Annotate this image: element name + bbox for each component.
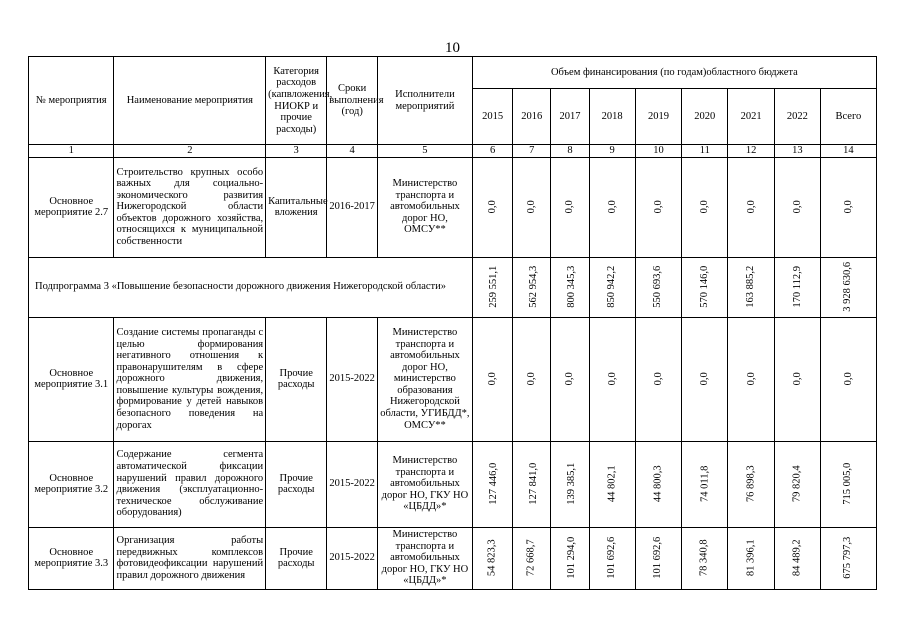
header-funding: Объем финансирования (по годам)областного бюджета [472, 57, 876, 89]
value-cell: 0,0 [728, 157, 775, 257]
value-cell-total: 0,0 [820, 157, 876, 257]
activity-term: 2015-2022 [327, 441, 378, 527]
value-cell: 0,0 [472, 157, 513, 257]
value-cell: 0,0 [589, 157, 635, 257]
value-cell: 139 385,1 [551, 441, 590, 527]
value-cell: 127 841,0 [513, 441, 551, 527]
value-cell-total: 0,0 [820, 317, 876, 441]
year-header: 2017 [551, 89, 590, 145]
value-cell: 550 693,6 [635, 257, 682, 317]
value-cell: 74 011,8 [682, 441, 728, 527]
column-number: 5 [378, 145, 473, 158]
column-number: 9 [589, 145, 635, 158]
value-cell: 0,0 [682, 317, 728, 441]
value-cell: 562 954,3 [513, 257, 551, 317]
year-header: 2020 [682, 89, 728, 145]
activity-executor: Министерство транспорта и автомобильных дорог НО, министерство образования Нижегородской области, УГИБДД*, ОМСУ** [378, 317, 473, 441]
year-header: 2019 [635, 89, 682, 145]
header-col-category: Категория расходов (капвложения, НИОКР и прочие расходы) [266, 57, 327, 145]
column-number: 8 [551, 145, 590, 158]
activity-id: Основное мероприятие 3.3 [29, 527, 114, 589]
page-number: 10 [445, 40, 460, 56]
activity-id: Основное мероприятие 2.7 [29, 157, 114, 257]
value-cell: 570 146,0 [682, 257, 728, 317]
value-cell: 78 340,8 [682, 527, 728, 589]
column-number: 7 [513, 145, 551, 158]
activity-category: Прочие расходы [266, 317, 327, 441]
value-cell: 0,0 [472, 317, 513, 441]
activity-name: Создание системы пропаганды с целью формирования негативного отношения к правонарушителям в сфере дорожного движения, повышение культуры вождения, формирование у детей навыков безопасного поведения на дорогах [114, 317, 266, 441]
header-col-term: Сроки выполнения (год) [327, 57, 378, 145]
activity-name: Содержание сегмента автоматической фиксации нарушений правил дорожного движения (эксплуатационно-техническое обслуживание оборудования) [114, 441, 266, 527]
value-cell: 0,0 [682, 157, 728, 257]
value-cell-total: 675 797,3 [820, 527, 876, 589]
activity-name: Строительство крупных особо важных для социально-экономического развития Нижегородской области объектов дорожного хозяйства, относящихся к муниципальной собственности [114, 157, 266, 257]
column-number: 4 [327, 145, 378, 158]
value-cell: 79 820,4 [775, 441, 821, 527]
column-number: 12 [728, 145, 775, 158]
value-cell: 101 294,0 [551, 527, 590, 589]
value-cell: 163 885,2 [728, 257, 775, 317]
column-number: 2 [114, 145, 266, 158]
header-col-number: № мероприятия [29, 57, 114, 145]
table-row [29, 157, 877, 257]
value-cell: 101 692,6 [635, 527, 682, 589]
header-col-name: Наименование мероприятия [114, 57, 266, 145]
value-cell: 54 823,3 [472, 527, 513, 589]
value-cell: 0,0 [635, 317, 682, 441]
table-row [29, 317, 877, 441]
column-number: 11 [682, 145, 728, 158]
table-row [29, 441, 877, 527]
value-cell: 44 800,3 [635, 441, 682, 527]
activity-category: Прочие расходы [266, 527, 327, 589]
year-header: 2022 [775, 89, 821, 145]
value-cell: 127 446,0 [472, 441, 513, 527]
value-cell: 72 668,7 [513, 527, 551, 589]
activity-id: Основное мероприятие 3.2 [29, 441, 114, 527]
value-cell: 259 551,1 [472, 257, 513, 317]
activity-executor: Министерство транспорта и автомобильных дорог НО, ОМСУ** [378, 157, 473, 257]
table-row [29, 527, 877, 589]
year-header: 2018 [589, 89, 635, 145]
year-header: 2015 [472, 89, 513, 145]
value-cell-total: 715 005,0 [820, 441, 876, 527]
column-number: 6 [472, 145, 513, 158]
column-number: 14 [820, 145, 876, 158]
column-number: 13 [775, 145, 821, 158]
value-cell: 0,0 [551, 157, 590, 257]
value-cell: 0,0 [775, 157, 821, 257]
year-header: 2016 [513, 89, 551, 145]
year-header-total: Всего [820, 89, 876, 145]
value-cell: 170 112,9 [775, 257, 821, 317]
value-cell: 44 802,1 [589, 441, 635, 527]
header-col-executor: Исполнители мероприятий [378, 57, 473, 145]
value-cell: 0,0 [775, 317, 821, 441]
value-cell: 81 396,1 [728, 527, 775, 589]
value-cell-total: 3 928 630,6 [820, 257, 876, 317]
column-number: 1 [29, 145, 114, 158]
value-cell: 0,0 [635, 157, 682, 257]
activity-term: 2015-2022 [327, 317, 378, 441]
value-cell: 0,0 [513, 317, 551, 441]
value-cell: 0,0 [589, 317, 635, 441]
value-cell: 800 345,3 [551, 257, 590, 317]
activity-id: Основное мероприятие 3.1 [29, 317, 114, 441]
activity-category: Прочие расходы [266, 441, 327, 527]
activity-executor: Министерство транспорта и автомобильных дорог НО, ГКУ НО «ЦБДД»* [378, 527, 473, 589]
value-cell: 0,0 [728, 317, 775, 441]
column-number: 3 [266, 145, 327, 158]
value-cell: 0,0 [551, 317, 590, 441]
activity-executor: Министерство транспорта и автомобильных дорог НО, ГКУ НО «ЦБДД»* [378, 441, 473, 527]
activity-name: Организация работы передвижных комплексов фотовидеофиксации нарушений правил дорожного движения [114, 527, 266, 589]
column-number: 10 [635, 145, 682, 158]
value-cell: 850 942,2 [589, 257, 635, 317]
activity-term: 2015-2022 [327, 527, 378, 589]
activity-category: Капитальные вложения [266, 157, 327, 257]
subprogram-title: Подпрограмма 3 «Повышение безопасности дорожного движения Нижегородской области» [29, 257, 473, 317]
value-cell: 101 692,6 [589, 527, 635, 589]
year-header: 2021 [728, 89, 775, 145]
value-cell: 76 898,3 [728, 441, 775, 527]
financing-table [28, 56, 877, 590]
activity-term: 2016-2017 [327, 157, 378, 257]
value-cell: 84 489,2 [775, 527, 821, 589]
value-cell: 0,0 [513, 157, 551, 257]
subprogram-row [29, 257, 877, 317]
